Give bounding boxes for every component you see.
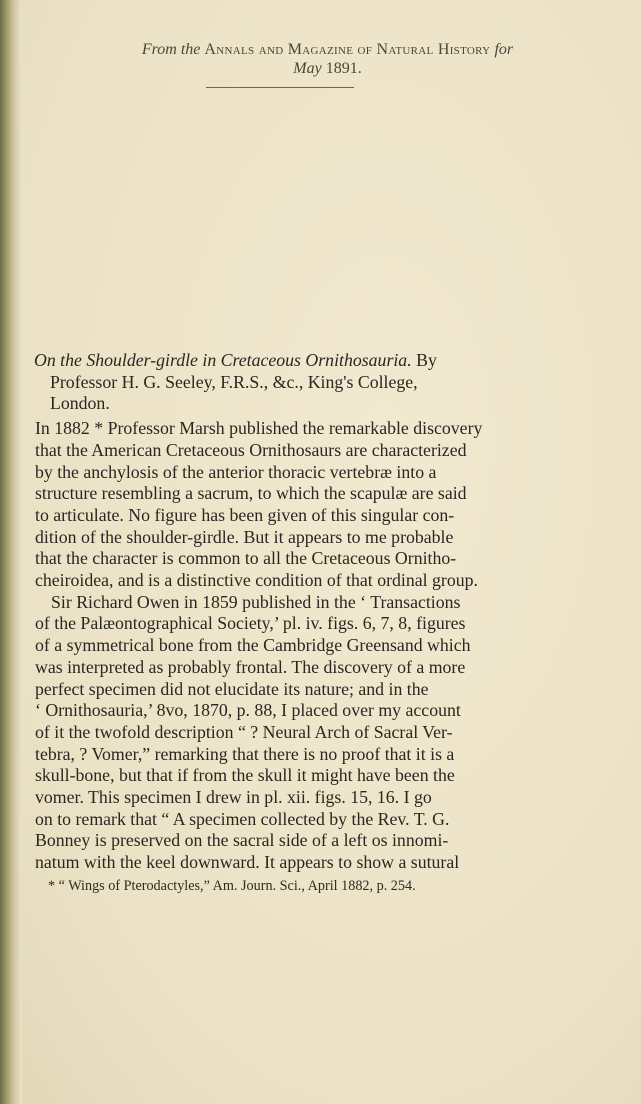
body-line: of it the twofold description “ ? Neural Arch of Sacral Ver- (35, 721, 453, 742)
footnote: * “ Wings of Pterodactyles,” Am. Journ. Sci., April 1882, p. 254. (48, 878, 416, 894)
body-line: In 1882 * Professor Marsh published the remarkable discovery (35, 418, 483, 439)
body-line: of a symmetrical bone from the Cambridge Greensand which (35, 635, 471, 656)
header-rule (206, 87, 354, 88)
body-line: Bonney is preserved on the sacral side of a left os innomi- (35, 830, 449, 851)
body-line: cheiroidea, and is a distinctive condition of that ordinal group. (35, 570, 478, 591)
body-line: to articulate. No figure has been given of this singular con- (35, 504, 455, 525)
body-line: tebra, ? Vomer,” remarking that there is no proof that it is a (35, 743, 455, 764)
header-month: May (293, 60, 322, 77)
body-line: dition of the shoulder-girdle. But it appears to me probable (35, 526, 454, 547)
header-from-the: From the (141, 41, 201, 58)
header-line-1 (40, 40, 615, 59)
article-body (35, 418, 610, 874)
body-line: structure resembling a sacrum, to which the scapulæ are said (35, 483, 467, 504)
body-line: that the character is common to all the Cretaceous Ornitho- (35, 548, 457, 569)
body-line: skull-bone, but that if from the skull it might have been the (35, 765, 455, 786)
body-line: perfect specimen did not elucidate its nature; and in the (35, 678, 429, 699)
body-line: on to remark that “ A specimen collected by the Rev. T. G. (35, 808, 450, 829)
body-line: by the anchylosis of the anterior thoracic vertebræ into a (35, 461, 437, 482)
body-line: natum with the keel downward. It appears to show a sutural (35, 852, 460, 873)
article-heading (35, 350, 610, 415)
header-year: 1891. (325, 60, 362, 77)
reprint-header (40, 40, 615, 78)
body-line: that the American Cretaceous Ornithosaurs are characterized (35, 439, 467, 460)
article-author-line-2: London. (50, 393, 110, 414)
article-author-line-1: Professor H. G. Seeley, F.R.S., &c., King's College, (50, 371, 418, 392)
header-line-2 (40, 59, 615, 78)
article-by: By (416, 350, 437, 370)
header-for: for (494, 41, 514, 58)
body-line: of the Palæontographical Society,’ pl. iv. figs. 6, 7, 8, figures (35, 613, 466, 634)
page-binding-edge (0, 0, 22, 1104)
article-title: On the Shoulder-girdle in Cretaceous Ornithosauria. (34, 350, 412, 370)
body-line: Sir Richard Owen in 1859 published in the ‘ Transactions (51, 591, 461, 612)
header-publication: Annals and Magazine of Natural History (204, 41, 491, 58)
body-line: ‘ Ornithosauria,’ 8vo, 1870, p. 88, I placed over my account (35, 700, 461, 721)
article (35, 350, 610, 874)
body-line: vomer. This specimen I drew in pl. xii. figs. 15, 16. I go (35, 787, 432, 808)
body-line: was interpreted as probably frontal. The discovery of a more (35, 656, 466, 677)
